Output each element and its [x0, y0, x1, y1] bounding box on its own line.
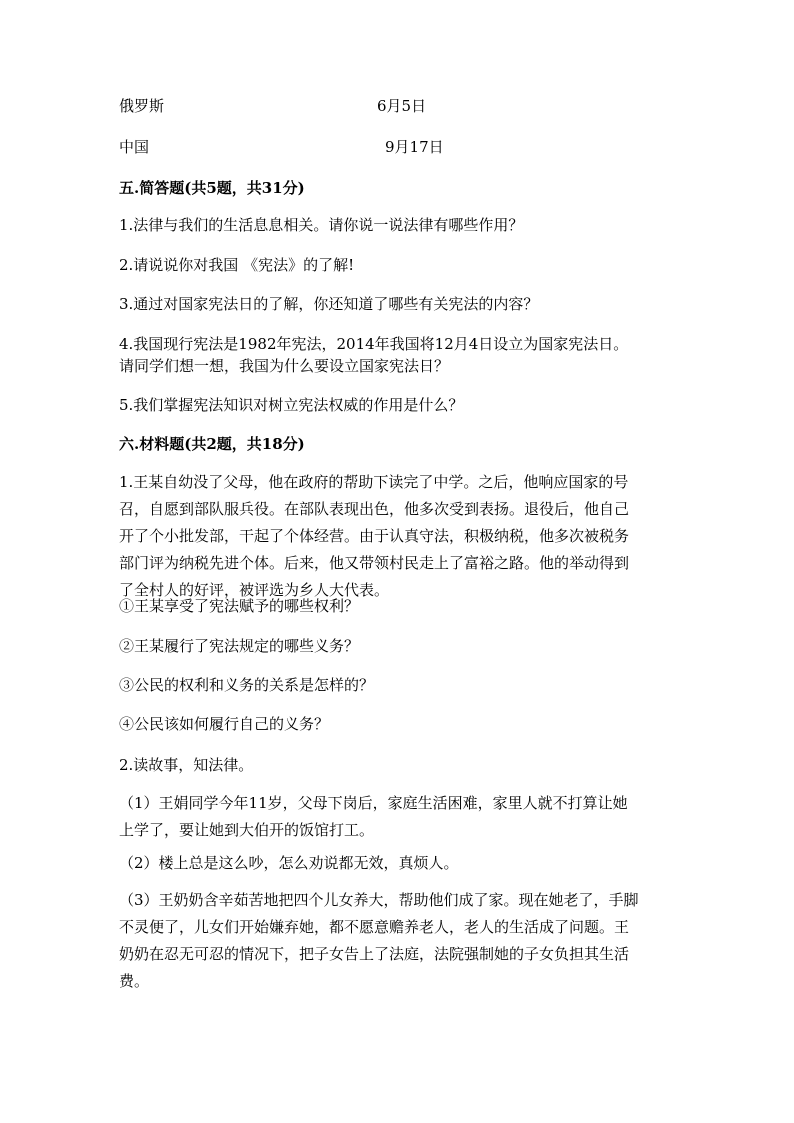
section6-q2-title: 2.读故事，知法律。 — [119, 756, 254, 774]
section6-q1-sub-3: ③公民的权利和义务的关系是怎样的？ — [119, 676, 375, 694]
section5-question-3: 3.通过对国家宪法日的了解，你还知道了哪些有关宪法的内容？ — [119, 295, 539, 313]
section6-q1-passage — [119, 469, 675, 604]
story-1 — [119, 790, 675, 844]
story-line: 奶奶在忍无可忍的情况下，把子女告上了法庭，法院强制她的子女负担其生活 — [119, 945, 630, 963]
story-line: （3）王奶奶含辛茹苦地把四个儿女养大，帮助他们成了家。现在她老了，手脚 — [119, 891, 639, 909]
match-date-1: 6月5日 — [377, 97, 427, 115]
section5-question-4-line1: 4.我国现行宪法是1982年宪法，2014年我国将12月4日设立为国家宪法日。 — [119, 335, 629, 353]
section5-question-1: 1.法律与我们的生活息息相关。请你说一说法律有哪些作用？ — [119, 216, 524, 234]
passage-line: 了全村人的好评，被评选为乡人大代表。 — [119, 581, 390, 599]
passage-line: 开了个小批发部，干起了个体经营。由于认真守法，积极纳税，他多次被税务 — [119, 527, 630, 545]
passage-line: 召，自愿到部队服兵役。在部队表现出色，他多次受到表扬。退役后，他自己 — [119, 500, 630, 518]
section5-question-4-line2: 请同学们想一想，我国为什么要设立国家宪法日？ — [119, 357, 450, 375]
section6-q1-sub-2: ②王某履行了宪法规定的哪些义务？ — [119, 637, 360, 655]
section5-question-5: 5.我们掌握宪法知识对树立宪法权威的作用是什么？ — [119, 396, 464, 414]
story-line: （1）王娟同学今年11岁，父母下岗后，家庭生活困难，家里人就不打算让她 — [119, 794, 628, 812]
passage-line: 1.王某自幼没了父母，他在政府的帮助下读完了中学。之后，他响应国家的号 — [119, 473, 629, 491]
story-line: 费。 — [119, 972, 150, 990]
section6-q1-sub-4: ④公民该如何履行自己的义务？ — [119, 715, 330, 733]
story-line: 不灵便了，儿女们开始嫌弃她，都不愿意赡养老人，老人的生活成了问题。王 — [119, 918, 630, 936]
story-line: 上学了，要让她到大伯开的饭馆打工。 — [119, 821, 375, 839]
match-country-2: 中国 — [119, 138, 150, 156]
section6-q1-sub-1: ①王某享受了宪法赋予的哪些权利？ — [119, 597, 360, 615]
story-2 — [119, 850, 675, 877]
section5-question-2: 2.请说说你对我国 《宪法》的了解! — [119, 256, 355, 274]
section5-heading: 五.简答题(共5题，共31分) — [119, 179, 305, 197]
match-country-1: 俄罗斯 — [119, 97, 165, 115]
passage-line: 部门评为纳税先进个体。后来，他又带领村民走上了富裕之路。他的举动得到 — [119, 554, 630, 572]
story-line: （2）楼上总是这么吵，怎么劝说都无效，真烦人。 — [119, 854, 459, 872]
section6-heading: 六.材料题(共2题，共18分) — [119, 435, 305, 453]
story-3 — [119, 887, 675, 995]
match-date-2: 9月17日 — [385, 138, 444, 156]
